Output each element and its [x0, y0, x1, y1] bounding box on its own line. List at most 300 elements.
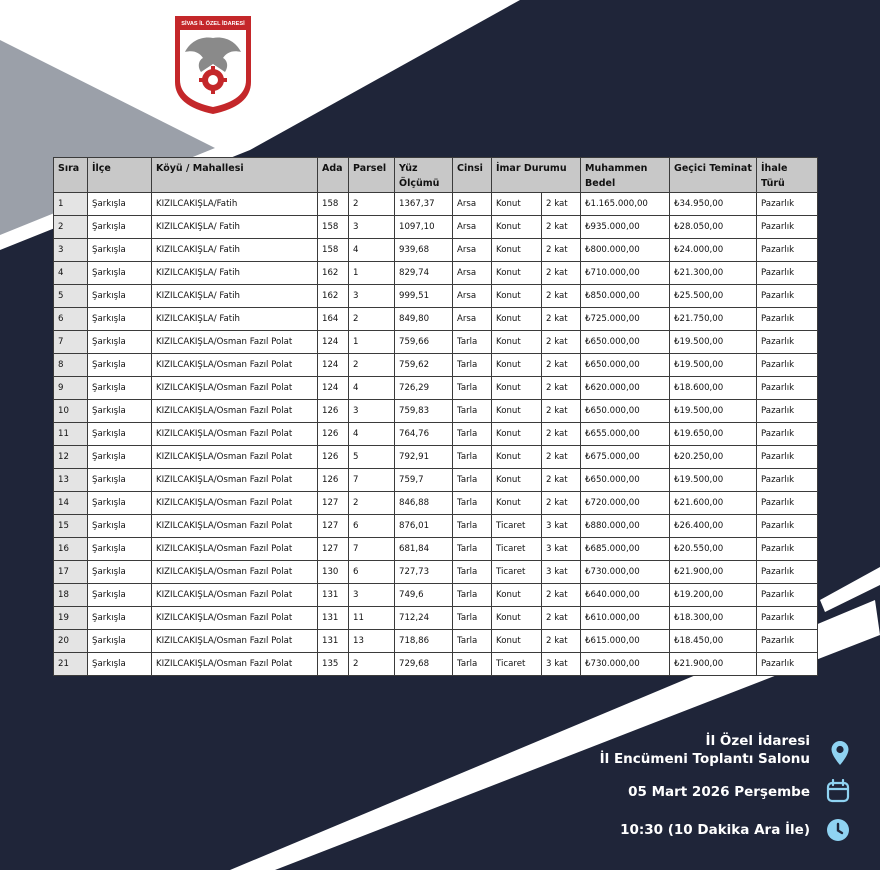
- table-cell: ₺655.000,00: [581, 423, 670, 446]
- table-cell: 11: [349, 607, 395, 630]
- table-cell: 124: [318, 377, 349, 400]
- table-cell: ₺18.300,00: [670, 607, 757, 630]
- location-line-2: İl Encümeni Toplantı Salonu: [599, 751, 810, 767]
- table-cell: ₺21.900,00: [670, 561, 757, 584]
- table-cell: Tarla: [453, 538, 492, 561]
- table-cell: ₺650.000,00: [581, 400, 670, 423]
- table-cell: 14: [54, 492, 88, 515]
- table-cell: 126: [318, 469, 349, 492]
- table-cell: KIZILCAKIŞLA/Osman Fazıl Polat: [152, 538, 318, 561]
- table-cell: ₺25.500,00: [670, 285, 757, 308]
- table-cell: ₺650.000,00: [581, 331, 670, 354]
- table-cell: ₺19.200,00: [670, 584, 757, 607]
- table-cell: 130: [318, 561, 349, 584]
- table-cell: 939,68: [395, 239, 453, 262]
- table-cell: 2 kat: [542, 607, 581, 630]
- table-cell: ₺685.000,00: [581, 538, 670, 561]
- table-cell: Konut: [492, 630, 542, 653]
- table-cell: 7: [349, 469, 395, 492]
- table-cell: 16: [54, 538, 88, 561]
- table-cell: Arsa: [453, 216, 492, 239]
- table-cell: 2 kat: [542, 469, 581, 492]
- table-cell: 126: [318, 400, 349, 423]
- table-cell: 12: [54, 446, 88, 469]
- table-cell: 21: [54, 653, 88, 676]
- table-cell: ₺34.950,00: [670, 193, 757, 216]
- table-cell: Pazarlık: [757, 607, 818, 630]
- table-cell: 727,73: [395, 561, 453, 584]
- table-cell: ₺710.000,00: [581, 262, 670, 285]
- table-cell: KIZILCAKIŞLA/Osman Fazıl Polat: [152, 584, 318, 607]
- table-cell: 4: [54, 262, 88, 285]
- table-cell: KIZILCAKIŞLA/Osman Fazıl Polat: [152, 469, 318, 492]
- table-row: [54, 262, 818, 285]
- table-cell: Arsa: [453, 239, 492, 262]
- table-cell: 162: [318, 285, 349, 308]
- table-cell: KIZILCAKIŞLA/Osman Fazıl Polat: [152, 377, 318, 400]
- table-cell: Tarla: [453, 354, 492, 377]
- table-cell: KIZILCAKIŞLA/ Fatih: [152, 239, 318, 262]
- location-line-1: İl Özel İdaresi: [705, 733, 810, 749]
- table-cell: 681,84: [395, 538, 453, 561]
- column-header: Yüz Ölçümü: [395, 158, 453, 193]
- table-cell: ₺19.650,00: [670, 423, 757, 446]
- table-cell: 162: [318, 262, 349, 285]
- table-cell: KIZILCAKIŞLA/Osman Fazıl Polat: [152, 607, 318, 630]
- table-cell: Pazarlık: [757, 262, 818, 285]
- table-cell: KIZILCAKIŞLA/Osman Fazıl Polat: [152, 331, 318, 354]
- calendar-icon: [826, 779, 850, 803]
- table-cell: 18: [54, 584, 88, 607]
- table-cell: Pazarlık: [757, 400, 818, 423]
- table-cell: KIZILCAKIŞLA/Osman Fazıl Polat: [152, 630, 318, 653]
- table-cell: KIZILCAKIŞLA/ Fatih: [152, 262, 318, 285]
- table-cell: 3 kat: [542, 538, 581, 561]
- table-cell: 1: [349, 262, 395, 285]
- table-cell: KIZILCAKIŞLA/Osman Fazıl Polat: [152, 653, 318, 676]
- table-cell: Şarkışla: [88, 607, 152, 630]
- table-cell: 3: [54, 239, 88, 262]
- table-cell: Ticaret: [492, 538, 542, 561]
- table-cell: Tarla: [453, 400, 492, 423]
- table-cell: ₺935.000,00: [581, 216, 670, 239]
- table-cell: Pazarlık: [757, 193, 818, 216]
- table-cell: Pazarlık: [757, 653, 818, 676]
- table-cell: ₺19.500,00: [670, 331, 757, 354]
- table-row: [54, 538, 818, 561]
- table-cell: 124: [318, 354, 349, 377]
- table-cell: Konut: [492, 285, 542, 308]
- table-cell: Pazarlık: [757, 423, 818, 446]
- table-cell: ₺850.000,00: [581, 285, 670, 308]
- table-row: [54, 607, 818, 630]
- table-cell: 5: [349, 446, 395, 469]
- table-row: [54, 285, 818, 308]
- table-cell: Şarkışla: [88, 469, 152, 492]
- table-cell: ₺650.000,00: [581, 354, 670, 377]
- table-row: [54, 446, 818, 469]
- table-cell: 131: [318, 607, 349, 630]
- column-header: Ada: [318, 158, 349, 193]
- table-cell: Tarla: [453, 331, 492, 354]
- table-cell: Şarkışla: [88, 400, 152, 423]
- table-cell: Şarkışla: [88, 561, 152, 584]
- table-cell: 2: [349, 492, 395, 515]
- table-cell: 3 kat: [542, 515, 581, 538]
- table-cell: 759,62: [395, 354, 453, 377]
- table-cell: Konut: [492, 469, 542, 492]
- table-cell: Şarkışla: [88, 308, 152, 331]
- table-cell: Tarla: [453, 653, 492, 676]
- table-cell: 158: [318, 193, 349, 216]
- table-cell: Arsa: [453, 193, 492, 216]
- table-cell: 17: [54, 561, 88, 584]
- table-cell: 6: [349, 561, 395, 584]
- table-cell: ₺24.000,00: [670, 239, 757, 262]
- table-cell: Pazarlık: [757, 630, 818, 653]
- table-cell: Ticaret: [492, 561, 542, 584]
- table-cell: 3 kat: [542, 653, 581, 676]
- column-header: Köyü / Mahallesi: [152, 158, 318, 193]
- table-cell: KIZILCAKIŞLA/Osman Fazıl Polat: [152, 423, 318, 446]
- table-cell: 15: [54, 515, 88, 538]
- table-cell: 2 kat: [542, 262, 581, 285]
- table-cell: 1: [54, 193, 88, 216]
- table-cell: 2 kat: [542, 423, 581, 446]
- table-cell: Pazarlık: [757, 308, 818, 331]
- table-row: [54, 469, 818, 492]
- table-cell: ₺675.000,00: [581, 446, 670, 469]
- table-cell: 1: [349, 331, 395, 354]
- table-cell: Pazarlık: [757, 331, 818, 354]
- table-cell: Pazarlık: [757, 469, 818, 492]
- table-row: [54, 653, 818, 676]
- table-cell: 829,74: [395, 262, 453, 285]
- table-cell: ₺720.000,00: [581, 492, 670, 515]
- table-row: [54, 354, 818, 377]
- table-cell: 131: [318, 630, 349, 653]
- table-cell: 127: [318, 515, 349, 538]
- table-cell: KIZILCAKIŞLA/Osman Fazıl Polat: [152, 446, 318, 469]
- logo-text: SİVAS İL ÖZEL İDARESİ: [181, 21, 245, 27]
- table-cell: 20: [54, 630, 88, 653]
- table-cell: 759,66: [395, 331, 453, 354]
- column-header: Sıra: [54, 158, 88, 193]
- table-cell: 158: [318, 216, 349, 239]
- table-cell: 11: [54, 423, 88, 446]
- table-cell: KIZILCAKIŞLA/ Fatih: [152, 308, 318, 331]
- table-cell: ₺800.000,00: [581, 239, 670, 262]
- table-header-row: [54, 158, 818, 193]
- table-cell: ₺21.750,00: [670, 308, 757, 331]
- table-cell: Pazarlık: [757, 216, 818, 239]
- table-cell: Tarla: [453, 492, 492, 515]
- table-cell: Konut: [492, 262, 542, 285]
- table-cell: Şarkışla: [88, 193, 152, 216]
- table-row: [54, 515, 818, 538]
- table-cell: Arsa: [453, 262, 492, 285]
- table-cell: 2 kat: [542, 446, 581, 469]
- table-cell: 2 kat: [542, 630, 581, 653]
- table-cell: Konut: [492, 216, 542, 239]
- table-cell: 4: [349, 423, 395, 446]
- location-info: [600, 732, 850, 768]
- table-cell: KIZILCAKIŞLA/Osman Fazıl Polat: [152, 400, 318, 423]
- table-cell: 2 kat: [542, 400, 581, 423]
- table-cell: 19: [54, 607, 88, 630]
- table-cell: 2: [349, 308, 395, 331]
- table-cell: ₺18.450,00: [670, 630, 757, 653]
- table-cell: KIZILCAKIŞLA/ Fatih: [152, 216, 318, 239]
- table-cell: KIZILCAKIŞLA/Osman Fazıl Polat: [152, 561, 318, 584]
- table-cell: 712,24: [395, 607, 453, 630]
- table-cell: ₺19.500,00: [670, 354, 757, 377]
- date-info: [628, 783, 850, 801]
- table-cell: 2: [349, 653, 395, 676]
- table-row: [54, 377, 818, 400]
- table-cell: Pazarlık: [757, 538, 818, 561]
- table-cell: ₺19.500,00: [670, 469, 757, 492]
- table-cell: 2 kat: [542, 584, 581, 607]
- table-row: [54, 239, 818, 262]
- table-cell: 3: [349, 400, 395, 423]
- table-cell: 127: [318, 538, 349, 561]
- table-cell: ₺20.250,00: [670, 446, 757, 469]
- table-cell: 849,80: [395, 308, 453, 331]
- table-cell: ₺615.000,00: [581, 630, 670, 653]
- table-cell: 792,91: [395, 446, 453, 469]
- table-cell: 164: [318, 308, 349, 331]
- table-cell: ₺21.900,00: [670, 653, 757, 676]
- table-cell: 1097,10: [395, 216, 453, 239]
- table-cell: 7: [54, 331, 88, 354]
- table-cell: Şarkışla: [88, 285, 152, 308]
- table-cell: ₺28.050,00: [670, 216, 757, 239]
- table-cell: Pazarlık: [757, 239, 818, 262]
- time-info: [620, 821, 850, 839]
- table-cell: ₺610.000,00: [581, 607, 670, 630]
- table-cell: 2 kat: [542, 216, 581, 239]
- table-cell: 2 kat: [542, 239, 581, 262]
- table-cell: Konut: [492, 308, 542, 331]
- table-cell: Konut: [492, 193, 542, 216]
- table-cell: Tarla: [453, 607, 492, 630]
- table-cell: Konut: [492, 584, 542, 607]
- table-cell: 718,86: [395, 630, 453, 653]
- table-row: [54, 216, 818, 239]
- table-cell: Ticaret: [492, 653, 542, 676]
- table-cell: Pazarlık: [757, 446, 818, 469]
- table-cell: 759,7: [395, 469, 453, 492]
- table-cell: ₺1.165.000,00: [581, 193, 670, 216]
- table-cell: Şarkışla: [88, 446, 152, 469]
- table-cell: 1367,37: [395, 193, 453, 216]
- column-header: Muhammen Bedel: [581, 158, 670, 193]
- time-text: 10:30 (10 Dakika Ara İle): [620, 822, 810, 838]
- table-cell: Şarkışla: [88, 630, 152, 653]
- table-cell: Şarkışla: [88, 653, 152, 676]
- table-cell: Şarkışla: [88, 377, 152, 400]
- table-cell: 2 kat: [542, 285, 581, 308]
- table-cell: 3: [349, 584, 395, 607]
- table-cell: 726,29: [395, 377, 453, 400]
- table-cell: Tarla: [453, 423, 492, 446]
- table-cell: Şarkışla: [88, 538, 152, 561]
- column-header: İhale Türü: [757, 158, 818, 193]
- table-cell: 6: [54, 308, 88, 331]
- table-cell: 2 kat: [542, 354, 581, 377]
- table-cell: Konut: [492, 239, 542, 262]
- table-cell: 5: [54, 285, 88, 308]
- table-cell: ₺18.600,00: [670, 377, 757, 400]
- table-cell: 6: [349, 515, 395, 538]
- column-header: Parsel: [349, 158, 395, 193]
- table-cell: 8: [54, 354, 88, 377]
- table-cell: 2 kat: [542, 193, 581, 216]
- table-row: [54, 561, 818, 584]
- table-cell: Konut: [492, 400, 542, 423]
- table-cell: Şarkışla: [88, 216, 152, 239]
- table-cell: Şarkışla: [88, 354, 152, 377]
- table-row: [54, 630, 818, 653]
- table-cell: Konut: [492, 354, 542, 377]
- table-cell: 7: [349, 538, 395, 561]
- table-cell: Pazarlık: [757, 584, 818, 607]
- table-cell: 135: [318, 653, 349, 676]
- table-row: [54, 331, 818, 354]
- table-cell: 759,83: [395, 400, 453, 423]
- table-cell: 2: [349, 354, 395, 377]
- table-cell: 3: [349, 285, 395, 308]
- table-cell: 3: [349, 216, 395, 239]
- table-row: [54, 193, 818, 216]
- table-cell: 2 kat: [542, 331, 581, 354]
- table-cell: ₺725.000,00: [581, 308, 670, 331]
- table-cell: Tarla: [453, 377, 492, 400]
- table-cell: Şarkışla: [88, 492, 152, 515]
- table-cell: Konut: [492, 377, 542, 400]
- table-cell: 126: [318, 446, 349, 469]
- table-cell: Tarla: [453, 584, 492, 607]
- table-cell: 2 kat: [542, 492, 581, 515]
- table-cell: Konut: [492, 423, 542, 446]
- table-cell: Tarla: [453, 630, 492, 653]
- table-row: [54, 423, 818, 446]
- table-cell: ₺640.000,00: [581, 584, 670, 607]
- column-header: Geçici Teminat: [670, 158, 757, 193]
- table-cell: ₺19.500,00: [670, 400, 757, 423]
- table-cell: Ticaret: [492, 515, 542, 538]
- table-cell: Şarkışla: [88, 515, 152, 538]
- table-cell: Pazarlık: [757, 561, 818, 584]
- table-cell: 158: [318, 239, 349, 262]
- table-cell: Pazarlık: [757, 492, 818, 515]
- table-cell: Şarkışla: [88, 331, 152, 354]
- table-cell: ₺730.000,00: [581, 561, 670, 584]
- column-header: İlçe: [88, 158, 152, 193]
- clock-icon: [826, 818, 850, 842]
- table-cell: 846,88: [395, 492, 453, 515]
- table-cell: 131: [318, 584, 349, 607]
- table-cell: KIZILCAKIŞLA/ Fatih: [152, 285, 318, 308]
- table-cell: ₺21.600,00: [670, 492, 757, 515]
- table-cell: Konut: [492, 331, 542, 354]
- table-cell: Şarkışla: [88, 239, 152, 262]
- table-cell: 2: [349, 193, 395, 216]
- table-row: [54, 584, 818, 607]
- table-cell: 126: [318, 423, 349, 446]
- table-cell: Tarla: [453, 446, 492, 469]
- table-cell: 729,68: [395, 653, 453, 676]
- table-cell: 13: [54, 469, 88, 492]
- sivas-il-ozel-idaresi-logo: [173, 14, 253, 116]
- table-cell: KIZILCAKIŞLA/Fatih: [152, 193, 318, 216]
- table-cell: 3 kat: [542, 561, 581, 584]
- table-cell: Şarkışla: [88, 584, 152, 607]
- date-text: 05 Mart 2026 Perşembe: [628, 784, 810, 800]
- table-body: [54, 193, 818, 676]
- table-cell: Konut: [492, 492, 542, 515]
- table-cell: 4: [349, 239, 395, 262]
- table-cell: ₺20.550,00: [670, 538, 757, 561]
- table-row: [54, 308, 818, 331]
- table-cell: ₺880.000,00: [581, 515, 670, 538]
- table-cell: 2 kat: [542, 377, 581, 400]
- table-cell: ₺21.300,00: [670, 262, 757, 285]
- table-cell: KIZILCAKIŞLA/Osman Fazıl Polat: [152, 354, 318, 377]
- table-cell: ₺26.400,00: [670, 515, 757, 538]
- table-cell: 2: [54, 216, 88, 239]
- table-cell: ₺730.000,00: [581, 653, 670, 676]
- table-cell: 749,6: [395, 584, 453, 607]
- table-cell: ₺620.000,00: [581, 377, 670, 400]
- table-cell: ₺650.000,00: [581, 469, 670, 492]
- table-cell: 876,01: [395, 515, 453, 538]
- table-cell: 124: [318, 331, 349, 354]
- table-row: [54, 400, 818, 423]
- table-cell: KIZILCAKIŞLA/Osman Fazıl Polat: [152, 492, 318, 515]
- table-cell: 127: [318, 492, 349, 515]
- table-cell: 2 kat: [542, 308, 581, 331]
- auction-table-container: [53, 157, 817, 676]
- auction-table: [53, 157, 818, 676]
- column-header: Cinsi: [453, 158, 492, 193]
- table-cell: 999,51: [395, 285, 453, 308]
- table-cell: Konut: [492, 446, 542, 469]
- table-cell: Pazarlık: [757, 285, 818, 308]
- table-cell: 13: [349, 630, 395, 653]
- table-row: [54, 492, 818, 515]
- location-pin-icon: [830, 740, 850, 766]
- table-cell: Tarla: [453, 515, 492, 538]
- table-cell: 4: [349, 377, 395, 400]
- table-cell: KIZILCAKIŞLA/Osman Fazıl Polat: [152, 515, 318, 538]
- table-cell: 10: [54, 400, 88, 423]
- table-cell: Pazarlık: [757, 377, 818, 400]
- column-header: İmar Durumu: [492, 158, 581, 193]
- table-cell: Tarla: [453, 469, 492, 492]
- table-cell: Pazarlık: [757, 354, 818, 377]
- table-cell: Pazarlık: [757, 515, 818, 538]
- table-cell: 9: [54, 377, 88, 400]
- table-cell: Şarkışla: [88, 423, 152, 446]
- table-cell: 764,76: [395, 423, 453, 446]
- table-cell: Arsa: [453, 285, 492, 308]
- table-cell: Arsa: [453, 308, 492, 331]
- table-cell: Şarkışla: [88, 262, 152, 285]
- table-cell: Tarla: [453, 561, 492, 584]
- table-cell: Konut: [492, 607, 542, 630]
